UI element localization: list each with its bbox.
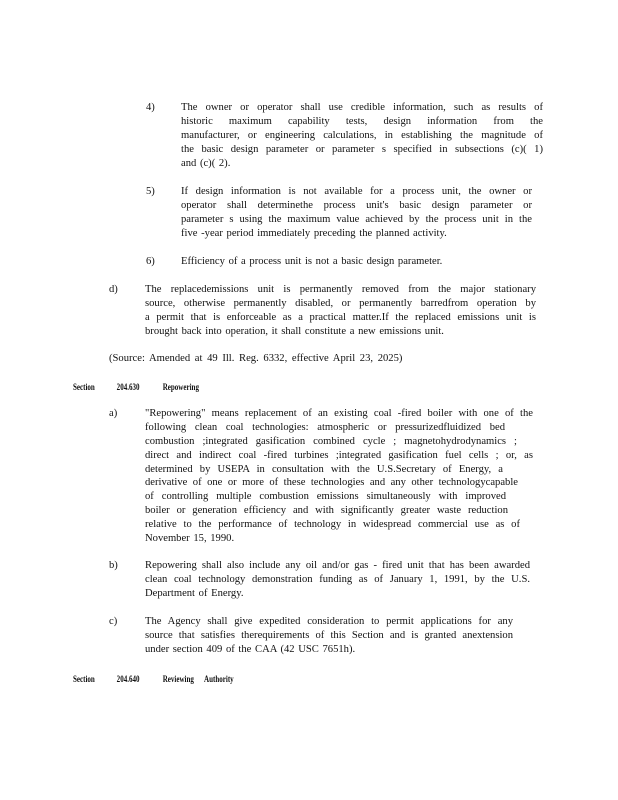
item-text xyxy=(181,101,543,170)
section-heading xyxy=(73,673,234,685)
text-line: The replacedemissions unit is permanently removed from the major stationary xyxy=(145,284,536,295)
section-word: Section xyxy=(73,382,95,392)
text-line: "Repowering" means replacement of an existing coal -fired boiler with one of the xyxy=(145,408,533,419)
item-label: a) xyxy=(109,408,118,419)
text-line: Department of Energy. xyxy=(145,587,244,599)
section-number: 204.640 xyxy=(116,674,140,684)
text-line: historic maximum capability tests, design information from the xyxy=(181,115,543,127)
item-text xyxy=(145,615,513,657)
text-line: source, otherwise permanently disabled, or permanently barredfrom operation by xyxy=(145,297,536,309)
text-line: of controlling multiple combustion emissions simultaneously with improved xyxy=(145,491,506,503)
section-title: Reviewing Authority xyxy=(162,674,234,684)
text-line: brought back into operation, it shall constitute a new emissions unit. xyxy=(145,325,444,337)
item-label: b) xyxy=(109,560,118,571)
text-line: relative to the performance of technology in widespread commercial use as of xyxy=(145,519,520,531)
text-line: If design information is not available for a process unit, the owner or xyxy=(181,186,532,197)
section-title: Repowering xyxy=(162,382,199,392)
text-line: The owner or operator shall use credible information, such as results of xyxy=(181,102,543,113)
text-line: Efficiency of a process unit is not a basic design parameter. xyxy=(181,256,443,267)
text-line: The Agency shall give expedited consideration to permit applications for any xyxy=(145,616,513,627)
text-line: a permit that is enforceable as a practical matter.If the replaced emissions unit is xyxy=(145,311,536,323)
item-text xyxy=(145,407,533,546)
text-line: following clean coal technologies: atmospheric or pressurizedfluidized bed xyxy=(145,421,505,433)
text-line: five -year period immediately preceding the planned activity. xyxy=(181,227,447,239)
section-word: Section xyxy=(73,674,95,684)
section-number: 204.630 xyxy=(116,382,140,392)
text-line: manufacturer, or engineering calculations, in establishing the magnitude of xyxy=(181,129,543,141)
item-text xyxy=(181,255,521,269)
text-line: direct and indirect coal -fired turbines ;integrated gasification fuel cells ; or, as xyxy=(145,449,533,461)
text-line: November 15, 1990. xyxy=(145,533,235,545)
section-heading xyxy=(73,381,199,393)
text-line: the basic design parameter or parameter s specified in subsections (c)( 1) xyxy=(181,143,543,155)
item-number: 4) xyxy=(146,102,155,113)
text-line: boiler or generation efficiency and with significantly greater waste reduction xyxy=(145,505,508,517)
text-line: clean coal technology demonstration funding as of January 1, 1991, by the U.S. xyxy=(145,573,530,585)
text-line: Repowering shall also include any oil and/or gas - fired unit that has been awarded xyxy=(145,560,530,571)
text-line: derivative of one or more of these technologies and any other technologycapable xyxy=(145,477,518,489)
text-line: combustion ;integrated gasification combined cycle ; magnetohydrodynamics ; xyxy=(145,435,517,447)
item-label: c) xyxy=(109,616,118,627)
item-label: d) xyxy=(109,284,118,295)
text-line: determined by USEPA in consultation with the U.S.Secretary of Energy, a xyxy=(145,463,503,475)
text-line: parameter s using the maximum value achieved by the process unit in the xyxy=(181,213,532,225)
text-line: under section 409 of the CAA (42 USC 7651h). xyxy=(145,643,356,655)
text-line: source that satisfies therequirements of this Section and is granted anextension xyxy=(145,629,513,641)
item-text xyxy=(181,185,532,241)
source-note: (Source: Amended at 49 Ill. Reg. 6332, effective April 23, 2025) xyxy=(109,353,403,364)
item-number: 6) xyxy=(146,256,155,267)
text-line: operator shall determinethe process unit's basic design parameter or xyxy=(181,199,532,211)
item-number: 5) xyxy=(146,186,155,197)
item-text xyxy=(145,283,536,339)
item-text xyxy=(145,559,530,601)
text-line: and (c)( 2). xyxy=(181,157,231,169)
